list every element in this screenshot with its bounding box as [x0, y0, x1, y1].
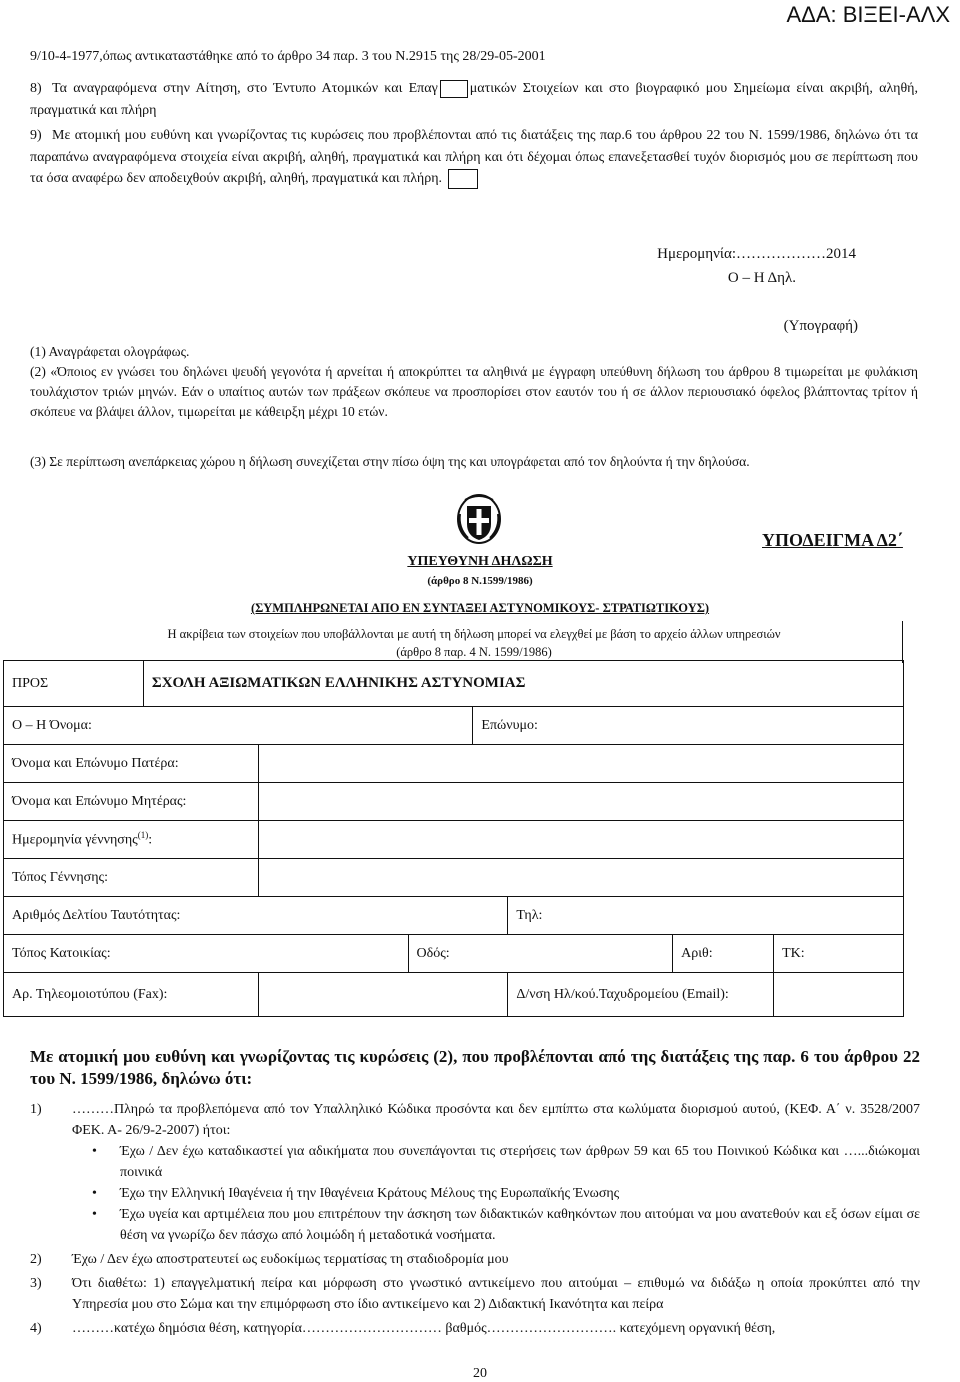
item-8-text-a: Τα αναγραφόμενα στην Αίτηση, στο Έντυπο Ατομικών και Επαγ	[52, 81, 438, 96]
name-field[interactable]: Ο – Η Όνομα:	[4, 707, 473, 745]
declaration-bullet-3	[30, 1204, 920, 1246]
prev-item-text: 9/10-4-1977,όπως αντικαταστάθηκε από το άρθρο 34 παρ. 3 του Ν.2915 της 28/29-05-2001	[30, 49, 546, 64]
declaration-item-1	[30, 1099, 920, 1141]
surname-field[interactable]: Επώνυμο:	[473, 707, 904, 745]
birth-date-label	[4, 821, 259, 859]
form-note: (ΣΥΜΠΛΗΡΩΝΕΤΑΙ ΑΠΟ ΕΝ ΣΥΝΤΑΞΕΙ ΑΣΤΥΝΟΜΙΚΟΥΣ- ΣΤΡΑΤΙΩΤΙΚΟΥΣ)	[250, 601, 710, 615]
declaration-form	[3, 660, 904, 1017]
checkbox-item-8[interactable]	[440, 80, 468, 98]
signature-date: Ημερομηνία:………………2014	[657, 246, 856, 262]
note-3: (3) Σε περίπτωση ανεπάρκειας χώρου η δήλωση συνεχίζεται στην πίσω όψη της και υπογράφεται από τον δηλούντα ή την δηλούσα.	[30, 454, 750, 469]
street-field[interactable]: Οδός:	[408, 935, 673, 973]
divider-line	[902, 621, 903, 663]
note-2: (2) «Όποιος εν γνώσει του δηλώνει ψευδή γεγονότα ή αρνείται ή αποκρύπτει τα αληθινά με έγγραφη υπεύθυνη δήλωση του άρθρου 8 τιμωρείται με φυλάκιση τουλάχιστον τριών μηνών. Εάν ο υπαίτιος αυτών των πράξεων σκόπευε να προσπορίσει στον εαυτόν του ή σε άλλον περιουσιακό όφελος βλάπτοντας τρίτον ή σκόπευε να βλάψει άλλον, τιμωρείται με κάθειρξη μέχρι 10 ετών.	[30, 364, 918, 419]
fax-label: Αρ. Τηλεομοιοτύπου (Fax):	[4, 973, 259, 1017]
page-number: 20	[473, 1366, 487, 1381]
declaration-intro: Με ατομική μου ευθύνη και γνωρίζοντας τις κυρώσεις (2), που προβλέπονται από της διατάξεις της παρ. 6 του άρθρου 22 του Ν. 1599/1986, δηλώνω ότι:	[30, 1047, 920, 1088]
email-label: Δ/νση Ηλ/κού.Ταχυδρομείου (Email):	[508, 973, 774, 1017]
item-1-number: 1)	[30, 1102, 42, 1117]
bullet-2-text: Έχω την Ελληνική Ιθαγένεια ή την Ιθαγένεια Κράτους Μέλους της Ευρωπαϊκής Ένωσης	[120, 1186, 620, 1201]
bullet-icon: •	[92, 1207, 97, 1222]
mother-name-input[interactable]	[258, 783, 903, 821]
signature-label: (Υπογραφή)	[783, 318, 858, 334]
signature-declarant: Ο – Η Δηλ.	[727, 270, 796, 286]
sample-label: ΥΠΟΔΕΙΓΜΑ Δ2΄	[762, 530, 903, 550]
note-1: (1) Αναγράφεται ολογράφως.	[30, 344, 190, 359]
bullet-1-text: Έχω / Δεν έχω καταδικαστεί για αδικήματα που συνεπάγονται τις στερήσεις των άρθρων 59 και 65 του Ποινικού Κώδικα και …...διώκομαι ποινικά	[120, 1144, 920, 1180]
item-2-text: Έχω / Δεν έχω αποστρατευτεί ως ευδοκίμως τερματίσας τη σταδιοδρομία μου	[72, 1252, 509, 1267]
birth-date-colon: :	[148, 832, 153, 848]
item-9-text: Με ατομική μου ευθύνη και γνωρίζοντας τις κυρώσεις που προβλέπονται από τις διατάξεις της παρ.6 του άρθρου 22 του Ν. 1599/1986, δηλώνω ότι τα παραπάνω αναγραφόμενα στοιχεία είναι ακριβή, αληθή, πραγματικά και πλήρη και ότι δέχομαι όπως επανεξετασθεί τυχόν διορισμός μου σε περίπτωση που τα όσα αναφέρω δεν αποδειχθούν ακριβή, αληθή, πραγματικά και πλήρη.	[30, 128, 918, 186]
birth-date-footnote: (1)	[137, 830, 149, 841]
street-number-field[interactable]: Αριθ:	[673, 935, 774, 973]
checkbox-item-9[interactable]	[448, 169, 478, 189]
form-subtitle: (άρθρο 8 Ν.1599/1986)	[427, 575, 533, 587]
greek-coat-of-arms-icon	[456, 492, 502, 544]
ada-code: ΑΔΑ: ΒΙΞΕΙ-ΑΛΧ	[786, 2, 950, 27]
item-3-text: Ότι διαθέτω: 1) επαγγελματική πείρα και μόρφωση στο γνωστικό αντικείμενο που αιτούμαι – επιθυμώ να διδάξω η οποία προκύπτει από την Υπηρεσία μου στο Σώμα και την επιμόρφωση στο ίδιο αντικείμενο και 2) Διδακτική Ικανότητα και πείρα	[72, 1276, 920, 1312]
birth-date-text: Ημερομηνία γέννησης	[12, 832, 138, 848]
mother-name-label: Όνομα και Επώνυμο Μητέρας:	[4, 783, 259, 821]
birth-date-input[interactable]	[258, 821, 903, 859]
bullet-3-text: Έχω υγεία και αρτιμέλεια που μου επιτρέπουν την άσκηση των διδακτικών καθηκόντων που αιτούμαι να μου ανατεθούν και εξ όσων είμαι σε θέση να γνωρίζω δεν πάσχω από λοιμώδη ή μεταδοτικά νοσήματα.	[120, 1207, 920, 1243]
item-4-number: 4)	[30, 1321, 42, 1336]
birth-place-label: Τόπος Γέννησης:	[4, 859, 259, 897]
accuracy-text: Η ακρίβεια των στοιχείων που υποβάλλονται με αυτή τη δήλωση μπορεί να ελεγχθεί με βάση το αρχείο άλλων υπηρεσιών	[167, 627, 781, 641]
father-name-input[interactable]	[258, 745, 903, 783]
accuracy-note	[30, 625, 918, 661]
postcode-field[interactable]: ΤΚ:	[774, 935, 904, 973]
bullet-icon: •	[92, 1144, 97, 1159]
id-number-field[interactable]: Αριθμός Δελτίου Ταυτότητας:	[4, 897, 508, 935]
form-title: ΥΠΕΥΘΥΝΗ ΔΗΛΩΣΗ	[407, 554, 553, 569]
bullet-icon: •	[92, 1186, 97, 1201]
fax-input[interactable]	[258, 973, 508, 1017]
item-9	[30, 125, 918, 190]
father-name-label: Όνομα και Επώνυμο Πατέρα:	[4, 745, 259, 783]
declaration-item-2	[30, 1249, 920, 1270]
to-value: ΣΧΟΛΗ ΑΞΙΩΜΑΤΙΚΩΝ ΕΛΛΗΝΙΚΗΣ ΑΣΤΥΝΟΜΙΑΣ	[143, 661, 903, 707]
item-3-number: 3)	[30, 1276, 42, 1291]
declaration-list	[30, 1099, 920, 1339]
declaration-item-3	[30, 1273, 920, 1315]
item-8-number: 8)	[30, 81, 42, 96]
to-label: ΠΡΟΣ	[4, 661, 144, 707]
item-1-text: ………Πληρώ τα προβλεπόμενα από τον Υπαλληλικό Κώδικα προσόντα και δεν εμπίπτω στα κωλύματα διορισμού αυτού, (ΚΕΦ. Α΄ ν. 3528/2007 ΦΕΚ. Α- 26/9-2-2007) ήτοι:	[72, 1102, 920, 1138]
declaration-bullet-2	[30, 1183, 920, 1204]
item-8-text-b: ματικών Στοιχείων και στο βιογραφικό μου Σημείωμα είναι ακριβή, αληθή, πραγματικά και πλήρη	[30, 81, 918, 118]
declaration-item-4	[30, 1318, 920, 1339]
residence-field[interactable]: Τόπος Κατοικίας:	[4, 935, 409, 973]
item-2-number: 2)	[30, 1252, 42, 1267]
declaration-bullet-1	[30, 1141, 920, 1183]
item-4-text: ………κατέχω δημόσια θέση, κατηγορία………………………… βαθμός………………………. κατεχόμενη οργανική θέση,	[72, 1321, 776, 1336]
email-input[interactable]	[774, 973, 904, 1017]
accuracy-reference: (άρθρο 8 παρ. 4 Ν. 1599/1986)	[396, 645, 552, 659]
phone-field[interactable]: Τηλ:	[508, 897, 904, 935]
birth-place-input[interactable]	[258, 859, 903, 897]
item-8	[30, 78, 918, 121]
item-9-number: 9)	[30, 128, 42, 143]
